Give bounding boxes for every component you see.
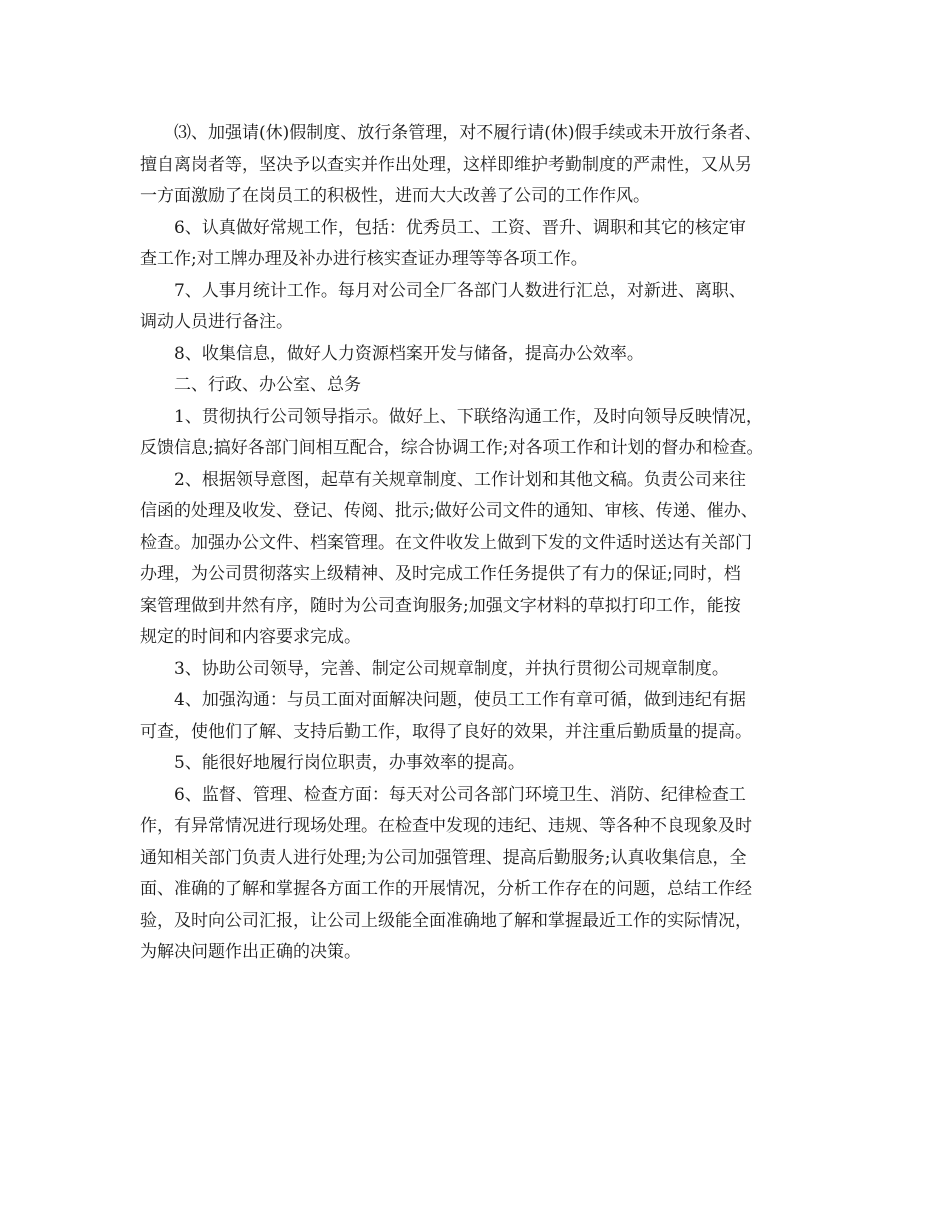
text-line: 二、行政、办公室、总务	[174, 375, 361, 395]
text-line: 检查。加强办公文件、档案管理。在文件收发上做到下发的文件适时送达有关部门	[140, 532, 752, 553]
text-line: 作，有异常情况进行现场处理。在检查中发现的违纪、违规、等各种不良现象及时	[140, 816, 752, 836]
text-line: 规定的时间和内容要求完成。	[140, 627, 361, 647]
text-line: 6、认真做好常规工作，包括：优秀员工、工资、晋升、调职和其它的核定审	[174, 217, 746, 238]
text-line: 可查，使他们了解、支持后勤工作，取得了良好的效果，并注重后勤质量的提高。	[140, 721, 752, 742]
text-line: 为解决问题作出正确的决策。	[140, 942, 361, 962]
text-line: 擅自离岗者等，坚决予以查实并作出处理，这样即维护考勤制度的严肃性，又从另	[140, 154, 752, 175]
text-line: 调动人员进行备注。	[140, 312, 293, 332]
text-line: 7、人事月统计工作。每月对公司全厂各部门人数进行汇总，对新进、离职、	[174, 280, 746, 301]
document-body	[140, 118, 830, 969]
text-line: 通知相关部门负责人进行处理;为公司加强管理、提高后勤服务;认真收集信息，全	[140, 847, 747, 868]
text-line: 3、协助公司领导，完善、制定公司规章制度，并执行贯彻公司规章制度。	[174, 658, 729, 679]
text-line: 8、收集信息，做好人力资源档案开发与储备，提高办公效率。	[174, 343, 644, 364]
text-line: ⑶、加强请(休)假制度、放行条管理，对不履行请(休)假手续或未开放行条者、	[174, 123, 762, 143]
text-line: 5、能很好地履行岗位职责，办事效率的提高。	[174, 753, 525, 773]
text-line: 办理，为公司贯彻落实上级精神、及时完成工作任务提供了有力的保证;同时，档	[140, 564, 741, 584]
text-line: 查工作;对工牌办理及补办进行核实查证办理等等各项工作。	[140, 249, 588, 269]
text-line: 反馈信息;搞好各部门间相互配合，综合协调工作;对各项工作和计划的督办和检查。	[140, 438, 764, 458]
text-line: 6、监督、管理、检查方面：每天对公司各部门环境卫生、消防、纪律检查工	[174, 784, 746, 805]
text-line: 验，及时向公司汇报，让公司上级能全面准确地了解和掌握最近工作的实际情况，	[140, 910, 752, 931]
text-line: 2、根据领导意图，起草有关规章制度、工作计划和其他文稿。负责公司来往	[174, 469, 746, 490]
text-line: 案管理做到井然有序，随时为公司查询服务;加强文字材料的草拟打印工作，能按	[140, 595, 741, 616]
text-line: 面、准确的了解和掌握各方面工作的开展情况，分析工作存在的问题，总结工作经	[140, 879, 752, 899]
text-line: 一方面激励了在岗员工的积极性，进而大大改善了公司的工作作风。	[140, 186, 650, 206]
text-line: 信函的处理及收发、登记、传阅、批示;做好公司文件的通知、审核、传递、催办、	[140, 501, 758, 521]
text-line: 1、贯彻执行公司领导指示。做好上、下联络沟通工作，及时向领导反映情况，	[174, 406, 763, 427]
text-line: 4、加强沟通：与员工面对面解决问题，使员工工作有章可循，做到违纪有据	[174, 690, 746, 710]
